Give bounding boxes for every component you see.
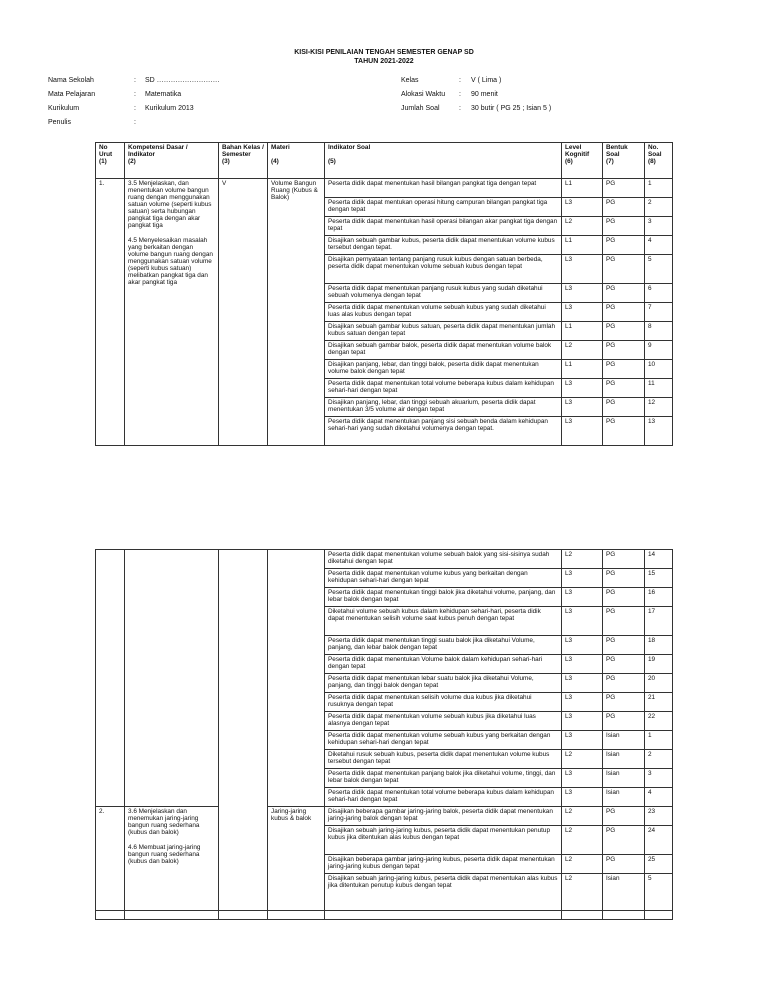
no-soal-cell: 23	[645, 807, 673, 826]
meta-label: Alokasi Waktu	[401, 91, 446, 98]
indikator-cell: Diketahui rusuk sebuah kubus, peserta didik dapat menentukan volume kubus tersebut dengan tepat	[325, 750, 562, 769]
bentuk-cell: Isian	[603, 750, 645, 769]
indikator-cell: Peserta didik dapat menentukan tinggi suatu balok jika diketahui Volume, panjang, dan lebar balok dengan tepat	[325, 636, 562, 655]
kd-4-6-text: 4.6 Membuat jaring-jaring bangun ruang sederhana (kubus dan balok)	[128, 844, 201, 865]
level-cell: L2	[562, 807, 603, 826]
level-cell: L3	[562, 674, 603, 693]
level-cell: L2	[562, 750, 603, 769]
no-soal-cell: 8	[645, 322, 673, 341]
meta-colon: :	[459, 91, 461, 98]
header-bahan: Bahan Kelas / Semester (3)	[219, 143, 268, 179]
indikator-cell: Disajikan sebuah jaring-jaring kubus, peserta didik dapat menentukan alas kubus jika ditentukan penutup kubus dengan tepat	[325, 874, 562, 911]
no-soal-cell: 4	[645, 788, 673, 807]
header-bentuk: Bentuk Soal (7)	[603, 143, 645, 179]
indikator-cell: Disajikan beberapa gambar jaring-jaring balok, peserta didik dapat menentukan jaring-jaring balok dengan tepat	[325, 807, 562, 826]
empty-cell	[268, 911, 325, 920]
no-soal-cell: 24	[645, 826, 673, 855]
no-soal-cell: 3	[645, 217, 673, 236]
indikator-cell: Disajikan sebuah jaring-jaring kubus, peserta didik dapat menentukan penutup kubus jika ditentukan alas kubus dengan tepat	[325, 826, 562, 855]
materi-cell	[268, 550, 325, 807]
empty-cell	[96, 911, 125, 920]
kompetensi-cell	[125, 807, 219, 911]
level-cell: L3	[562, 636, 603, 655]
bentuk-cell: PG	[603, 655, 645, 674]
bahan-cell: V	[219, 179, 268, 446]
bentuk-cell: PG	[603, 693, 645, 712]
bentuk-cell: PG	[603, 217, 645, 236]
indikator-cell: Peserta didik dapat menentukan total volume beberapa kubus dalam kehidupan sehari-hari dengan tepat	[325, 379, 562, 398]
indikator-cell: Peserta didik dapat menentukan panjang balok jika diketahui volume, tinggi, dan lebar balok dengan tepat	[325, 769, 562, 788]
no-soal-cell: 7	[645, 303, 673, 322]
table-row	[96, 807, 673, 826]
kd-4-5-text: 4.5 Menyelesaikan masalah yang berkaitan dengan volume bangun ruang dengan menggunakan satuan volume (seperti kubus satuan) melibatkan pangkat tiga dan akar pangkat tiga	[128, 237, 213, 286]
level-cell: L3	[562, 198, 603, 217]
bentuk-cell: PG	[603, 360, 645, 379]
kd-3-6-text: 3.6 Menjelaskan dan menemukan jaring-jaring bangun ruang sederhana (kubus dan balok)	[128, 808, 200, 836]
bentuk-cell: PG	[603, 303, 645, 322]
level-cell: L1	[562, 236, 603, 255]
level-cell: L3	[562, 607, 603, 636]
meta-colon: :	[134, 77, 136, 84]
no-soal-cell: 13	[645, 417, 673, 446]
level-cell: L2	[562, 855, 603, 874]
no-soal-cell: 20	[645, 674, 673, 693]
level-cell: L2	[562, 874, 603, 911]
no-soal-cell: 5	[645, 255, 673, 284]
meta-label: Penulis	[48, 119, 71, 126]
empty-cell	[645, 911, 673, 920]
no-soal-cell: 2	[645, 198, 673, 217]
indikator-cell: Peserta didik dapat menentukan volume kubus yang berkaitan dengan kehidupan sehari-hari dengan tepat	[325, 569, 562, 588]
indikator-cell: Disajikan sebuah gambar kubus satuan, peserta didik dapat menentukan jumlah kubus satuan dengan tepat	[325, 322, 562, 341]
bentuk-cell: PG	[603, 550, 645, 569]
bentuk-cell: Isian	[603, 874, 645, 911]
no-soal-cell: 21	[645, 693, 673, 712]
header-materi: Materi (4)	[268, 143, 325, 179]
indikator-cell: Disajikan sebuah gambar balok, peserta didik dapat menentukan volume balok dengan tepat	[325, 341, 562, 360]
bentuk-cell: PG	[603, 636, 645, 655]
indikator-cell: Peserta didik dapat menentukan tinggi balok jika diketahui volume, panjang, dan lebar balok dengan tepat	[325, 588, 562, 607]
no-soal-cell: 25	[645, 855, 673, 874]
kompetensi-cell	[125, 179, 219, 446]
empty-cell	[125, 911, 219, 920]
no-soal-cell: 16	[645, 588, 673, 607]
indikator-cell: Peserta didik dapat menentukan hasil bilangan pangkat tiga dengan tepat	[325, 179, 562, 198]
indikator-cell: Peserta didik dapat menentukan volume sebuah kubus yang berkaitan dengan kehidupan sehari-hari dengan tepat	[325, 731, 562, 750]
kompetensi-cell	[125, 550, 219, 807]
no-soal-cell: 18	[645, 636, 673, 655]
meta-value: 90 menit	[471, 91, 498, 98]
meta-colon: :	[459, 105, 461, 112]
indikator-cell: Disajikan sebuah gambar kubus, peserta didik dapat menentukan volume kubus tersebut dengan tepat.	[325, 236, 562, 255]
no-soal-cell: 17	[645, 607, 673, 636]
level-cell: L1	[562, 360, 603, 379]
header-kompetensi: Kompetensi Dasar / Indikator (2)	[125, 143, 219, 179]
no-soal-cell: 9	[645, 341, 673, 360]
materi-cell: Jaring-jaring kubus & balok	[268, 807, 325, 911]
level-cell: L3	[562, 588, 603, 607]
meta-label: Nama Sekolah	[48, 77, 94, 84]
meta-value: SD ………………………	[145, 77, 220, 84]
bentuk-cell: Isian	[603, 788, 645, 807]
no-soal-cell: 1	[645, 179, 673, 198]
meta-label: Kurikulum	[48, 105, 80, 112]
meta-value: V ( Lima )	[471, 77, 502, 84]
bentuk-cell: PG	[603, 398, 645, 417]
meta-value: 30 butir ( PG 25 ; Isian 5 )	[471, 105, 552, 112]
table-header-row	[96, 143, 673, 179]
header-indikator: Indikator Soal (5)	[325, 143, 562, 179]
materi-cell: Volume Bangun Ruang (Kubus & Balok)	[268, 179, 325, 446]
header-no-urut: No Urut (1)	[96, 143, 125, 179]
no-soal-cell: 15	[645, 569, 673, 588]
bentuk-cell: PG	[603, 198, 645, 217]
level-cell: L3	[562, 417, 603, 446]
level-cell: L3	[562, 655, 603, 674]
level-cell: L3	[562, 731, 603, 750]
bentuk-cell: PG	[603, 588, 645, 607]
bentuk-cell: PG	[603, 417, 645, 446]
level-cell: L2	[562, 826, 603, 855]
level-cell: L1	[562, 179, 603, 198]
indikator-cell: Peserta didik dapat mentukan operasi hitung campuran bilangan pangkat tiga dengan tepat	[325, 198, 562, 217]
indikator-cell: Peserta didik dapat menentukan selisih volume dua kubus jika diketahui rusuknya dengan tepat	[325, 693, 562, 712]
kd-3-5-text: 3.5 Menjelaskan, dan menentukan volume bangun ruang dengan menggunakan satuan volume (seperti kubus satuan) serta hubungan pangkat tiga dengan akar pangkat tiga	[128, 180, 212, 229]
bentuk-cell: PG	[603, 284, 645, 303]
bentuk-cell: PG	[603, 674, 645, 693]
indikator-cell: Peserta didik dapat menentukan volume sebuah kubus jika diketahui luas alasnya dengan tepat	[325, 712, 562, 731]
bentuk-cell: PG	[603, 379, 645, 398]
bentuk-cell: PG	[603, 322, 645, 341]
indikator-cell: Peserta didik dapat menentukan Volume balok dalam kehidupan sehari-hari dengan tepat	[325, 655, 562, 674]
empty-cell	[219, 911, 268, 920]
no-urut-cell	[96, 550, 125, 807]
bentuk-cell: PG	[603, 341, 645, 360]
level-cell: L3	[562, 379, 603, 398]
bahan-cell	[219, 550, 268, 911]
level-cell: L2	[562, 550, 603, 569]
empty-cell	[325, 911, 562, 920]
no-soal-cell: 10	[645, 360, 673, 379]
document-year: TAHUN 2021-2022	[354, 58, 414, 65]
level-cell: L1	[562, 322, 603, 341]
no-urut-cell: 2.	[96, 807, 125, 911]
meta-colon: :	[134, 91, 136, 98]
level-cell: L3	[562, 569, 603, 588]
meta-value: Kurikulum 2013	[145, 105, 194, 112]
indikator-cell: Peserta didik dapat menentukan panjang rusuk kubus yang sudah diketahui sebuah volumenya dengan tepat	[325, 284, 562, 303]
table-row	[96, 550, 673, 569]
indikator-cell: Disajikan panjang, lebar, dan tinggi balok, peserta didik dapat menentukan volume balok dengan tepat	[325, 360, 562, 379]
indikator-cell: Peserta didik dapat menentukan lebar suatu balok jika diketahui Volume, panjang, dan tinggi balok dengan tepat	[325, 674, 562, 693]
meta-colon: :	[134, 119, 136, 126]
bentuk-cell: PG	[603, 712, 645, 731]
bentuk-cell: PG	[603, 855, 645, 874]
no-soal-cell: 4	[645, 236, 673, 255]
level-cell: L3	[562, 693, 603, 712]
indikator-cell: Peserta didik dapat menentukan total volume beberapa kubus dalam kehidupan sehari-hari dengan tepat	[325, 788, 562, 807]
meta-label: Kelas	[401, 77, 419, 84]
indikator-cell: Diketahui volume sebuah kubus dalam kehidupan sehari-hari, peserta didik dapat menentukan selisih volume saat kubus penuh dengan tepat	[325, 607, 562, 636]
empty-cell	[562, 911, 603, 920]
indikator-cell: Disajikan pernyataan tentang panjang rusuk kubus dengan satuan berbeda, peserta didik dapat menentukan volume sebuah kubus dengan tepat	[325, 255, 562, 284]
header-level: Level Kognitif (6)	[562, 143, 603, 179]
no-soal-cell: 3	[645, 769, 673, 788]
no-soal-cell: 5	[645, 874, 673, 911]
meta-label: Mata Pelajaran	[48, 91, 96, 98]
bentuk-cell: PG	[603, 807, 645, 826]
level-cell: L3	[562, 769, 603, 788]
empty-cell	[603, 911, 645, 920]
indikator-cell: Peserta didik dapat menentukan panjang sisi sebuah benda dalam kehidupan sehari-hari yang sudah diketahui volumenya dengan tepat.	[325, 417, 562, 446]
no-soal-cell: 6	[645, 284, 673, 303]
bentuk-cell: PG	[603, 569, 645, 588]
bentuk-cell: Isian	[603, 769, 645, 788]
level-cell: L3	[562, 303, 603, 322]
kisi-kisi-table-page-1	[95, 142, 673, 446]
meta-label: Jumlah Soal	[401, 105, 440, 112]
no-urut-cell: 1.	[96, 179, 125, 446]
level-cell: L2	[562, 341, 603, 360]
bentuk-cell: PG	[603, 236, 645, 255]
meta-colon: :	[459, 77, 461, 84]
no-soal-cell: 12	[645, 398, 673, 417]
no-soal-cell: 19	[645, 655, 673, 674]
bentuk-cell: PG	[603, 826, 645, 855]
indikator-cell: Disajikan panjang, lebar, dan tinggi sebuah akuarium, peserta didik dapat menentukan 3/5 volume air dengan tepat	[325, 398, 562, 417]
level-cell: L2	[562, 217, 603, 236]
level-cell: L3	[562, 255, 603, 284]
header-no-soal: No. Soal (8)	[645, 143, 673, 179]
no-soal-cell: 22	[645, 712, 673, 731]
no-soal-cell: 14	[645, 550, 673, 569]
bentuk-cell: PG	[603, 607, 645, 636]
level-cell: L3	[562, 788, 603, 807]
indikator-cell: Peserta didik dapat menentukan volume sebuah balok yang sisi-sisinya sudah diketahui dengan tepat	[325, 550, 562, 569]
document-title: KISI-KISI PENILAIAN TENGAH SEMESTER GENAP SD	[294, 49, 474, 56]
no-soal-cell: 2	[645, 750, 673, 769]
bentuk-cell: PG	[603, 179, 645, 198]
indikator-cell: Peserta didik dapat menentukan volume sebuah kubus yang sudah diketahui luas alas kubus dengan tepat	[325, 303, 562, 322]
bentuk-cell: Isian	[603, 731, 645, 750]
table-row	[96, 911, 673, 920]
no-soal-cell: 11	[645, 379, 673, 398]
table-row	[96, 179, 673, 198]
meta-value: Matematika	[145, 91, 182, 98]
no-soal-cell: 1	[645, 731, 673, 750]
level-cell: L3	[562, 712, 603, 731]
meta-colon: :	[134, 105, 136, 112]
level-cell: L3	[562, 284, 603, 303]
bentuk-cell: PG	[603, 255, 645, 284]
indikator-cell: Disajikan beberapa gambar jaring-jaring kubus, peserta didik dapat menentukan jaring-jaring kubus dengan tepat	[325, 855, 562, 874]
level-cell: L3	[562, 398, 603, 417]
kisi-kisi-table-page-2	[95, 549, 673, 920]
indikator-cell: Peserta didik dapat menentukan hasil operasi bilangan akar pangkat tiga dengan tepat	[325, 217, 562, 236]
